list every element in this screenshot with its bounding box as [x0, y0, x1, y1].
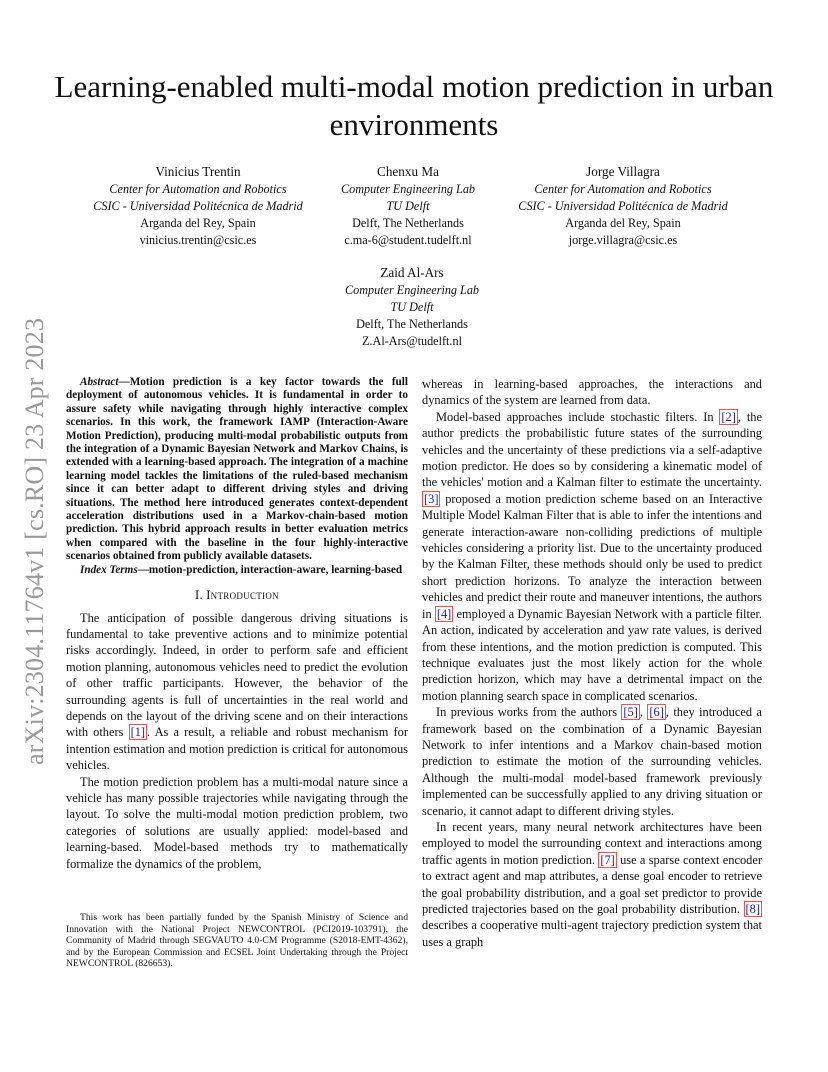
index-terms-label: Index Terms: [80, 563, 138, 576]
citation-link[interactable]: [8]: [745, 902, 760, 916]
author-email[interactable]: c.ma-6@student.tudelft.nl: [344, 233, 472, 247]
footnote: This work has been partially funded by the Spanish Ministry of Science and Innovation with the National Project NEWCONTROL (PCI2019-103791), the Community of Madrid through SEGVAUTO 4.0-CM Programme (S2018-EMT-4362), and by the European Commission and ECSEL Joint Undertaking through the Project NEWCONTROL (826653).: [66, 912, 408, 970]
body-paragraph: [422, 704, 762, 819]
author-name: Jorge Villagra: [586, 164, 660, 179]
section-heading: I. Introduction: [195, 588, 279, 603]
paragraph-text: proposed a motion prediction scheme based on an Interactive Multiple Model Kalman Filter that is able to infer the intentions and generate interaction-aware non-colliding predictions of multiple vehicles considering a priority list. Due to the uncertainty produced by the Kalman Filter, these methods should only be used to predict short prediction horizons. To analyze the interaction between vehicles and predict their route and maneuver intentions, the authors in: [422, 491, 762, 621]
paragraph-text: use a sparse context encoder to extract agent and map attributes, a dense goal encoder to retrieve the goal probability distribution, and a goal set predictor to provide predicted trajectories based on the goal probability distribution.: [422, 852, 762, 916]
citation-link[interactable]: [5]: [623, 705, 638, 720]
left-body: [66, 610, 408, 873]
index-terms-text: —motion-prediction, interaction-aware, learning-based: [137, 563, 403, 576]
paragraph-text: , they introduced a framework based on the combination of a Dynamic Bayesian Network to infer intentions and a Markov chain-based motion prediction to estimate the motion of the surrounding vehicles. Although the multi-modal model-based framework previously implemented can be successfully applied to any driving situation or scenario, it cannot adapt to different driving styles.: [422, 705, 762, 818]
author-email[interactable]: Z.Al-Ars@tudelft.nl: [362, 334, 462, 348]
body-paragraph: [422, 376, 762, 409]
body-paragraph: [422, 409, 762, 704]
author-email[interactable]: jorge.villagra@csic.es: [568, 233, 678, 247]
author-affiliation: CSIC - Universidad Politécnica de Madrid: [93, 199, 303, 213]
paragraph-text: describes a cooperative multi-agent trajectory prediction system that uses a graph: [422, 918, 762, 949]
body-paragraph: [66, 774, 408, 872]
right-body: [422, 376, 762, 950]
paragraph-text: In recent years, many neural network architectures have been employed to model the surrounding context and interactions among traffic agents in motion prediction.: [422, 819, 762, 867]
citation-link[interactable]: [2]: [721, 409, 736, 424]
author-affiliation: TU Delft: [386, 199, 430, 213]
author-city: Delft, The Netherlands: [356, 317, 468, 331]
author-affiliation: Computer Engineering Lab: [344, 283, 480, 297]
left-column: [66, 376, 408, 872]
author-affiliation: Center for Automation and Robotics: [109, 182, 287, 196]
arxiv-identifier: arXiv:2304.11764v1 [cs.RO] 23 Apr 2023: [20, 317, 49, 765]
author-name: Vinicius Trentin: [155, 164, 241, 179]
author-city: Arganda del Rey, Spain: [565, 216, 681, 230]
author-affiliation: TU Delft: [390, 300, 434, 314]
citation-link[interactable]: [3]: [424, 491, 439, 506]
citation-link[interactable]: [4]: [436, 606, 452, 621]
abstract: [66, 376, 408, 564]
paragraph-text: The motion prediction problem has a multi-modal nature since a vehicle has many possible trajectories while navigating through the layout. To solve the multi-modal motion prediction problem, two categories of solutions are usually applied: model-based and learning-based. Model-based methods try to mathematically formalize the dynamics of the problem,: [66, 774, 408, 871]
citation-link[interactable]: [6]: [649, 705, 664, 720]
author-block: [282, 264, 542, 350]
paragraph-text: In previous works from the authors: [436, 705, 622, 720]
paper-title: Learning-enabled multi-modal motion prediction in urban environments: [54, 69, 774, 142]
paragraph-text: ,: [639, 705, 648, 720]
body-paragraph: [422, 819, 762, 950]
index-terms: [66, 564, 408, 577]
author-affiliation: Computer Engineering Lab: [340, 182, 476, 196]
paragraph-text: Model-based approaches include stochastic filters. In: [436, 409, 720, 424]
author-name: Chenxu Ma: [377, 164, 439, 179]
paragraph-text: The anticipation of possible dangerous driving situations is fundamental to take preventive actions and to minimize potential risks accordingly. Indeed, in order to perform safe and efficient motion planning, autonomous vehicles need to predict the evolution of other traffic participants. However, the behavior of the surrounding agents is full of uncertainties in the real world and depends on the layout of the driving scene and on their interactions with others: [66, 610, 408, 740]
paragraph-text: whereas in learning-based approaches, the interactions and dynamics of the system are learned from data.: [422, 377, 762, 408]
abstract-label: Abstract: [80, 376, 119, 388]
body-paragraph: [66, 610, 408, 774]
author-city: Arganda del Rey, Spain: [140, 216, 256, 230]
author-affiliation: Center for Automation and Robotics: [534, 182, 712, 196]
author-affiliation: CSIC - Universidad Politécnica de Madrid: [518, 199, 728, 213]
author-name: Zaid Al-Ars: [380, 265, 444, 280]
paragraph-text: . As a result, a reliable and robust mechanism for intention estimation and motion prediction is critical for autonomous vehicles.: [66, 725, 408, 773]
author-block: [493, 163, 753, 249]
abstract-text: —Motion prediction is a key factor towards the full deployment of autonomous vehicles. It is fundamental in order to assure safety while navigating through highly interactive complex scenarios. In this work, the framework IAMP (Interaction-Aware Motion Prediction), producing multi-modal probabilistic outputs from the integration of a Dynamic Bayesian Network and Markov Chains, is extended with a learning-based approach. The integration of a machine learning model tackles the limitations of the ruled-based mechanism since it can better adapt to different driving styles and driving situations. The method here introduced generates context-dependent acceleration distributions used in a Markov-chain-based motion prediction. This hybrid approach results in better evaluation metrics when compared with the baseline in the four highly-interactive scenarios obtained from publicly available datasets.: [66, 376, 408, 563]
citation-link[interactable]: [1]: [130, 725, 146, 740]
paragraph-text: employed a Dynamic Bayesian Network with a particle filter. An action, indicated by acceleration and yaw rate values, is derived from these intentions, and the motion prediction is computed. This technique evaluates just the most likely action for the whole prediction horizon, which may have a detrimental impact on the motion planning search space in complicated scenarios.: [422, 606, 762, 703]
citation-link[interactable]: [7]: [600, 852, 615, 867]
paragraph-text: , the author predicts the probabilistic future states of the surrounding vehicles and the uncertainty of these predictions via a self-adaptive motion predictor. He does so by considering a kinematic model of the vehicles' motion and a Kalman filter to estimate the uncertainty.: [422, 409, 763, 490]
author-city: Delft, The Netherlands: [352, 216, 464, 230]
right-column: [422, 376, 762, 950]
author-email[interactable]: vinicius.trentin@csic.es: [139, 233, 257, 247]
